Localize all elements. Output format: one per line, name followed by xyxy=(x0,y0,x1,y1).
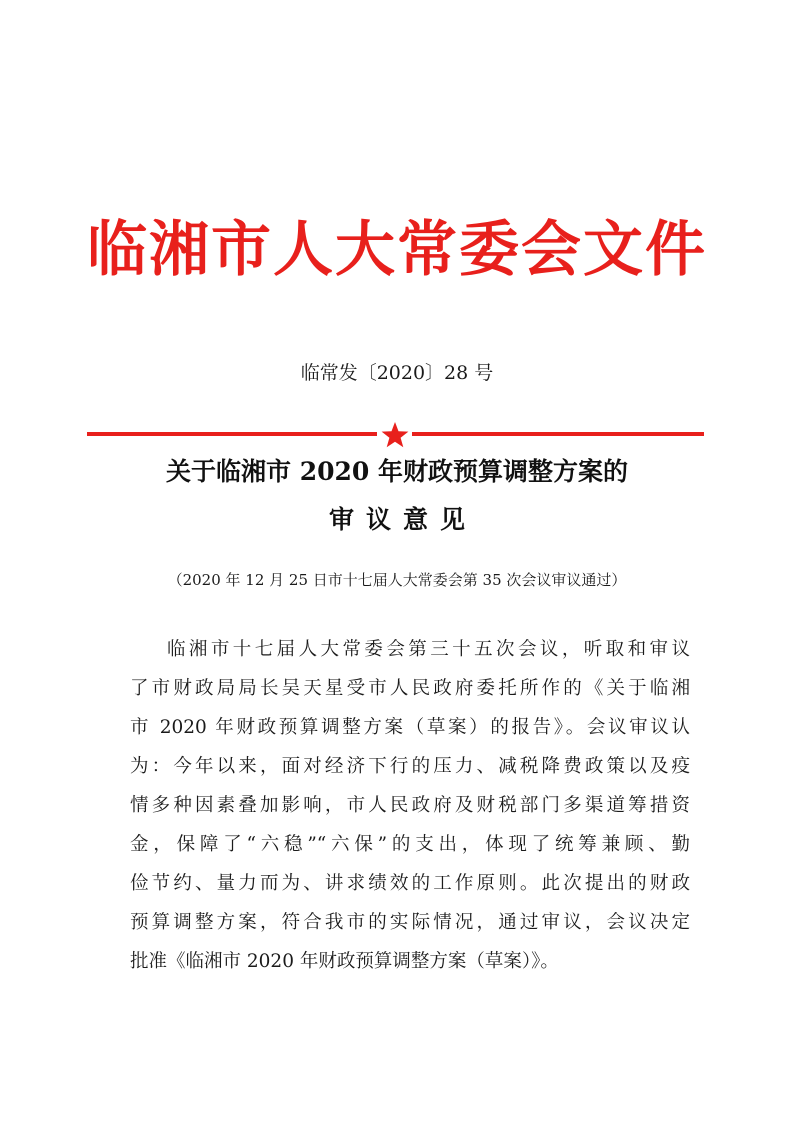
body-line: 市 2020 年财政预算调整方案（草案）的报告》。会议审议认 xyxy=(130,717,690,738)
document-title-line-1: 关于临湘市 2020 年财政预算调整方案的 xyxy=(166,457,628,486)
body-line: 俭节约、量力而为、讲求绩效的工作原则。此次提出的财政 xyxy=(130,873,690,894)
body-line: 批准《临湘市 2020 年财政预算调整方案（草案）》。 xyxy=(130,951,559,972)
body-line: 为：今年以来，面对经济下行的压力、减税降费政策以及疫 xyxy=(130,756,690,777)
red-rule-left xyxy=(87,432,377,436)
masthead-title: 临湘市人大常委会文件 xyxy=(87,215,707,285)
document-number: 临常发〔2020〕28 号 xyxy=(300,362,494,384)
star-icon xyxy=(380,420,410,450)
body-line: 预算调整方案，符合我市的实际情况，通过审议，会议决定 xyxy=(130,912,690,933)
body-text xyxy=(130,630,690,981)
document-subtitle: （2020 年 12 月 25 日市十七届人大常委会第 35 次会议审议通过） xyxy=(167,571,627,589)
document-title-line-2: 审议意见 xyxy=(328,505,477,534)
body-line: 情多种因素叠加影响，市人民政府及财税部门多渠道筹措资 xyxy=(130,795,690,816)
body-line: 了市财政局局长吴天星受市人民政府委托所作的《关于临湘 xyxy=(130,678,690,699)
body-line: 临湘市十七届人大常委会第三十五次会议，听取和审议 xyxy=(167,639,690,660)
red-rule-right xyxy=(412,432,704,436)
body-line: 金，保障了“六稳”“六保”的支出，体现了统筹兼顾、勤 xyxy=(130,834,690,855)
